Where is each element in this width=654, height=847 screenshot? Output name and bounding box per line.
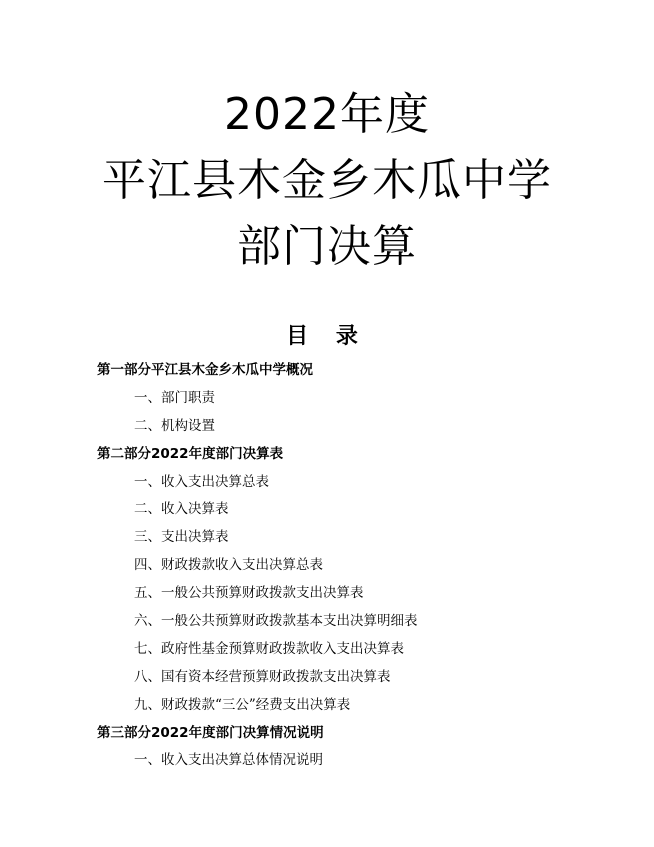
toc-item: 九、财政拨款“三公”经费支出决算表: [134, 696, 351, 713]
toc-item: 七、政府性基金预算财政拨款收入支出决算表: [134, 640, 404, 657]
toc-heading: 目 录: [286, 324, 368, 349]
toc-item: 二、收入决算表: [134, 501, 229, 518]
toc-part-2: 第二部分2022年度部门决算表: [97, 445, 284, 462]
toc-item: 四、财政拨款收入支出决算总表: [134, 557, 323, 574]
toc-item: 一、收入支出决算总体情况说明: [134, 752, 323, 769]
toc-item: 一、部门职责: [134, 389, 215, 406]
toc-item: 二、机构设置: [134, 417, 215, 434]
toc-item: 三、支出决算表: [134, 529, 229, 546]
toc-item: 五、一般公共预算财政拨款支出决算表: [134, 585, 364, 602]
title-year: 2022年度: [224, 89, 430, 140]
toc-part-3: 第三部分2022年度部门决算情况说明: [97, 724, 324, 741]
document-title: [0, 82, 654, 280]
toc-part-1: 第一部分平江县木金乡木瓜中学概况: [97, 362, 313, 378]
title-subject: 部门决算: [237, 221, 417, 272]
toc-item: 一、收入支出决算总表: [134, 473, 269, 490]
toc-item: 八、国有资本经营预算财政拨款支出决算表: [134, 668, 391, 685]
table-of-contents: [0, 357, 654, 775]
title-organization: 平江县木金乡木瓜中学: [102, 155, 552, 206]
toc-item: 六、一般公共预算财政拨款基本支出决算明细表: [134, 613, 418, 630]
